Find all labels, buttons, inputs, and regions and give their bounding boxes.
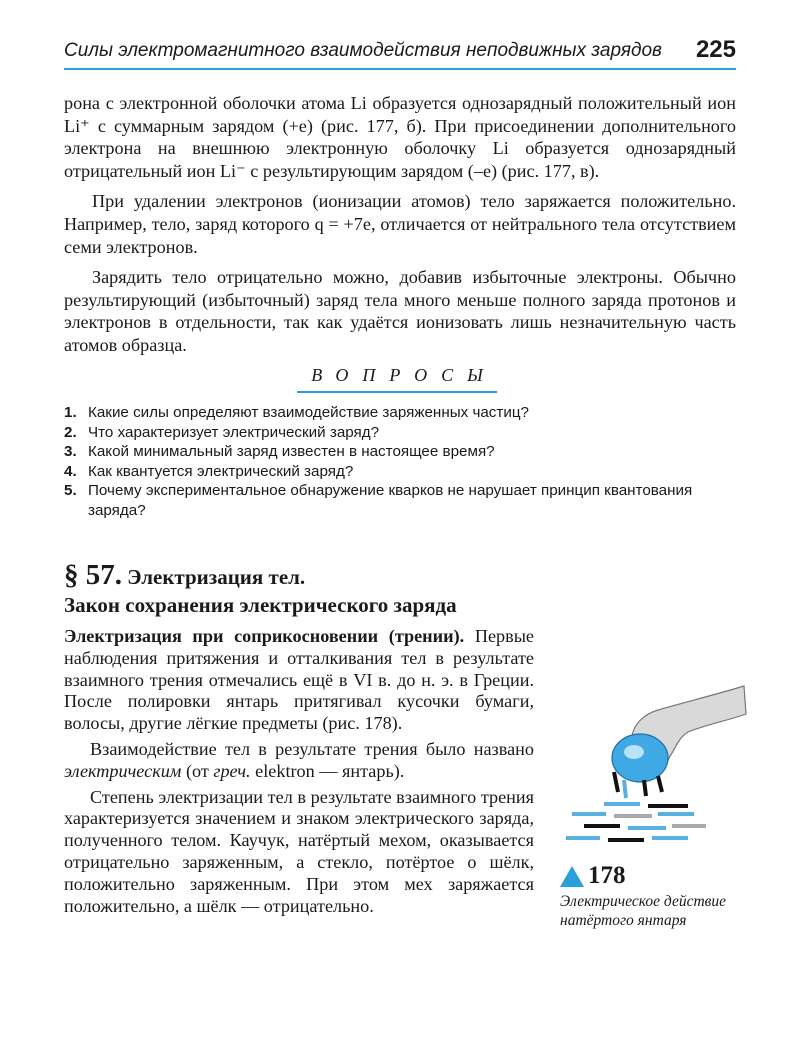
section-body: [64, 626, 534, 921]
figure-number-text: 178: [588, 862, 626, 889]
question-item: [64, 481, 736, 520]
section-title-line1: [64, 560, 736, 592]
question-number: 5.: [64, 482, 77, 500]
amber-icon: [612, 734, 668, 782]
question-text: Почему экспериментальное обнаружение кварков не нарушает принцип квантования заряда?: [88, 482, 693, 519]
lead-heading: Электризация при соприкосновении (трении).: [64, 626, 465, 646]
paragraph: При удалении электронов (ионизации атомов) тело заряжается положительно. Например, тело, заряд которого q = +7e, отличается от нейтрального тела отсутствием семи электронов.: [64, 191, 736, 257]
questions-list: [64, 403, 736, 521]
section-number: § 57.: [64, 559, 122, 591]
question-item: [64, 462, 736, 482]
section-title: Электризация тел.: [127, 565, 306, 589]
question-number: 3.: [64, 443, 77, 461]
question-number: 1.: [64, 404, 77, 421]
text-run: elektron — янтарь).: [255, 760, 405, 781]
question-text: Какие силы определяют взаимодействие заряженных частиц?: [88, 404, 529, 421]
paragraph: рона с электронной оболочки атома Li образуется однозарядный положительный ион Li⁺ с суммарным зарядом (+e) (рис. 177, б). При присоединении дополнительного электрона на внешнюю электронную оболочку Li образуется однозарядный отрицательный ион Li⁻ с результирующим зарядом (–e) (рис. 177, в).: [64, 93, 736, 181]
page-header: [64, 36, 736, 70]
amber-highlight-icon: [624, 745, 644, 759]
paragraph: [64, 739, 534, 783]
question-text: Что характеризует электрический заряд?: [88, 423, 380, 441]
paragraph: Степень электризации тел в результате взаимного трения характеризуется значением и знаком электрического заряда, полученного телом. Каучук, натёртый мехом, оказывается отрицательно заряженным, а стекло, потёртое о шёлк, положительно заряженным. При этом мех заряжается положительно, а шёлк — отрицательно.: [64, 786, 534, 916]
questions-heading: [0, 365, 794, 386]
figure-number: [560, 862, 750, 890]
triangle-marker-icon: [560, 866, 584, 887]
section-heading: [64, 560, 736, 618]
text-run: (от: [185, 760, 209, 781]
italic-term: электрическим: [64, 760, 182, 781]
running-title: Силы электромагнитного взаимодействия неподвижных зарядов: [64, 40, 662, 61]
question-item: [64, 442, 736, 462]
paragraph: Зарядить тело отрицательно можно, добавив избыточные электроны. Обычно результирующий (избыточный) заряд тела много меньше полного заряда протонов и электронов в отдельности, так как удаётся ионизовать лишь незначительную часть атомов образца.: [64, 267, 736, 355]
italic-abbrev: греч.: [213, 760, 251, 781]
figure-amber-hand: [548, 680, 748, 870]
question-item: [64, 423, 736, 443]
questions-heading-text: ВОПРОСЫ: [297, 365, 497, 393]
figure-caption: [560, 862, 750, 930]
question-text: Какой минимальный заряд известен в настоящее время?: [88, 443, 495, 461]
paragraph: [64, 626, 534, 735]
lead-text: Первые наблюдения притяжения и отталкивания тел в результате взаимного трения отмечались ещё в VI в. до н. э. в Греции. После полировки янтарь притягивал кусочки бумаги, волосы, другие лёгкие предметы (рис. 178).: [64, 626, 535, 734]
text-run: Взаимодействие тел в результате трения было названо: [90, 738, 534, 759]
question-number: 2.: [64, 423, 77, 441]
figure-caption-text: Электрическое действие натёртого янтаря: [560, 893, 727, 929]
section-subtitle: Закон сохранения электрического заряда: [64, 593, 457, 617]
body-text: [64, 92, 736, 365]
question-text: Как квантуется электрический заряд?: [88, 462, 354, 480]
question-item: [64, 403, 736, 423]
page-number: 225: [695, 36, 736, 63]
question-number: 4.: [64, 462, 77, 480]
